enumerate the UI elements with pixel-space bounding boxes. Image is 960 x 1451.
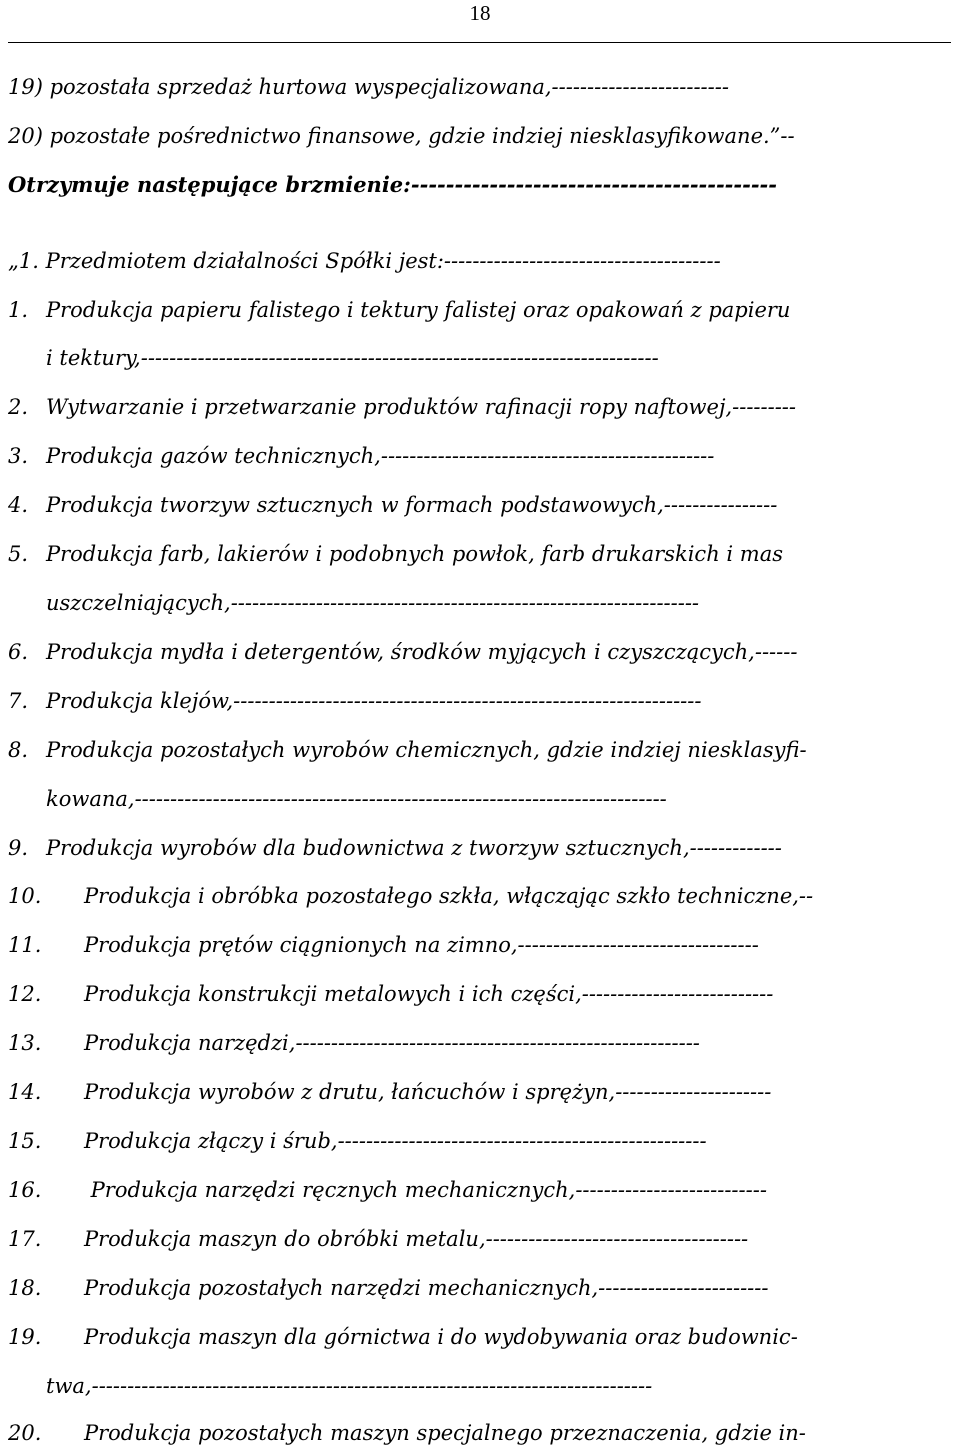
list-item-number: 20. <box>8 1421 42 1445</box>
list-item-number: 6. <box>8 640 29 664</box>
list-item-text: Produkcja złączy i śrub,---------------------------------------------------- <box>84 1129 707 1153</box>
list-item <box>8 539 783 569</box>
list-item-number: 17. <box>8 1227 42 1251</box>
list-item-text: Produkcja narzędzi,--------------------------------------------------------- <box>84 1031 700 1055</box>
list-item-number: 1. <box>8 298 29 322</box>
list-item-text: Produkcja mydła i detergentów, środków myjących i czyszczących,------ <box>46 640 798 664</box>
list-item-number: 10. <box>8 884 42 908</box>
list-item-text: Produkcja pozostałych wyrobów chemicznych, gdzie indziej niesklasyfi- <box>46 738 807 762</box>
list-item-number: 14. <box>8 1080 42 1104</box>
list-item-number: 4. <box>8 493 29 517</box>
list-item <box>8 1175 767 1205</box>
list-item <box>8 1224 748 1254</box>
list-item-text: Produkcja i obróbka pozostałego szkła, włączając szkło techniczne,-- <box>84 884 814 908</box>
list-item-number: 12. <box>8 982 42 1006</box>
list-item-number: 19. <box>8 1325 42 1349</box>
list-item-text: Produkcja narzędzi ręcznych mechanicznych,--------------------------- <box>84 1178 767 1202</box>
list-item-number: 8. <box>8 738 29 762</box>
list-item-number: 13. <box>8 1031 42 1055</box>
text-line: 20) pozostałe pośrednictwo finansowe, gdzie indziej niesklasyfikowane.”-- <box>8 124 795 148</box>
text-line: kowana,--------------------------------------------------------------------------- <box>46 787 667 811</box>
list-item-number: 7. <box>8 689 29 713</box>
text-line: Otrzymuje następujące brzmienie:------------------------------------------ <box>8 172 777 197</box>
list-item <box>8 1322 798 1352</box>
list-item <box>8 881 813 911</box>
list-item <box>8 637 797 667</box>
text-line: „1. Przedmiotem działalności Spółki jest:--------------------------------------- <box>8 249 721 273</box>
list-item-text: Produkcja prętów ciągnionych na zimno,---------------------------------- <box>84 933 759 957</box>
list-item-text: Produkcja farb, lakierów i podobnych powłok, farb drukarskich i mas <box>46 542 783 566</box>
list-item <box>8 735 807 765</box>
list-item <box>8 686 701 716</box>
list-item-number: 2. <box>8 395 29 419</box>
text-line: uszczelniających,------------------------------------------------------------------ <box>46 591 700 615</box>
list-item-text: Produkcja gazów technicznych,----------------------------------------------- <box>46 444 715 468</box>
list-item <box>8 1418 806 1448</box>
list-item <box>8 979 773 1009</box>
list-item-number: 9. <box>8 836 29 860</box>
list-item <box>8 295 790 325</box>
list-item-text: Produkcja maszyn dla górnictwa i do wydobywania oraz budownic- <box>84 1325 798 1349</box>
list-item-text: Produkcja tworzyw sztucznych w formach podstawowych,---------------- <box>46 493 778 517</box>
list-item-text: Produkcja wyrobów z drutu, łańcuchów i sprężyn,---------------------- <box>84 1080 772 1104</box>
list-item-number: 5. <box>8 542 29 566</box>
list-item <box>8 833 782 863</box>
text-line: i tektury,------------------------------------------------------------------------- <box>46 346 659 370</box>
list-item <box>8 1028 700 1058</box>
list-item <box>8 930 759 960</box>
list-item <box>8 1273 768 1303</box>
list-item-number: 15. <box>8 1129 42 1153</box>
list-item <box>8 392 796 422</box>
list-item <box>8 490 777 520</box>
list-item-text: Wytwarzanie i przetwarzanie produktów rafinacji ropy naftowej,--------- <box>46 395 796 419</box>
text-line: twa,------------------------------------------------------------------------------- <box>46 1374 653 1398</box>
list-item-number: 16. <box>8 1178 42 1202</box>
list-item <box>8 441 714 471</box>
list-item <box>8 1077 771 1107</box>
list-item-text: Produkcja pozostałych maszyn specjalnego przeznaczenia, gdzie in- <box>84 1421 806 1445</box>
list-item-number: 11. <box>8 933 42 957</box>
list-item-text: Produkcja klejów,------------------------------------------------------------------ <box>46 689 702 713</box>
list-item-number: 18. <box>8 1276 42 1300</box>
page-number: 18 <box>469 1 491 25</box>
list-item-text: Produkcja pozostałych narzędzi mechanicznych,------------------------ <box>84 1276 769 1300</box>
list-item-text: Produkcja wyrobów dla budownictwa z tworzyw sztucznych,------------- <box>46 836 782 860</box>
list-item-text: Produkcja konstrukcji metalowych i ich części,--------------------------- <box>84 982 774 1006</box>
text-line: 19) pozostała sprzedaż hurtowa wyspecjalizowana,------------------------- <box>8 75 729 99</box>
header-rule <box>8 42 951 43</box>
list-item <box>8 1126 707 1156</box>
list-item-text: Produkcja papieru falistego i tektury falistej oraz opakowań z papieru <box>46 298 791 322</box>
list-item-text: Produkcja maszyn do obróbki metalu,------------------------------------- <box>84 1227 749 1251</box>
list-item-number: 3. <box>8 444 29 468</box>
